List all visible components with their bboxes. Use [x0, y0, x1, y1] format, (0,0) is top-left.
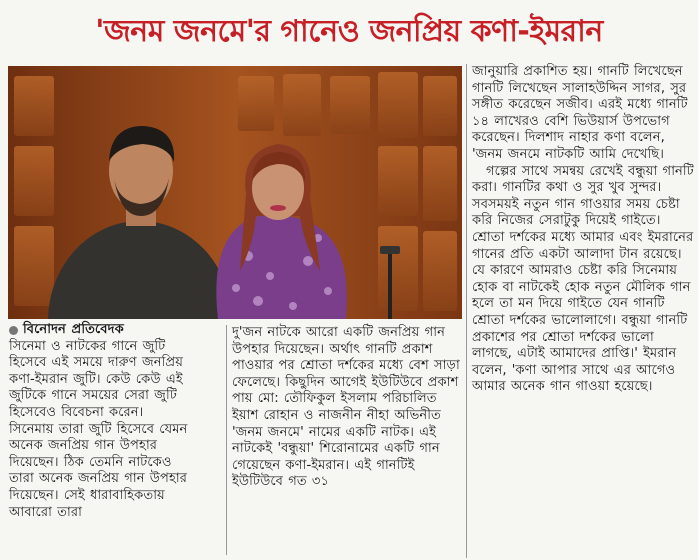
column-3-paragraph-2: গল্পের সাথে সমন্বয় রেখেই বন্ধুয়া গানটি করা। গানটির কথা ও সুর খুব সুন্দর। সবসময়ই নতুন গান গাওয়ার সময় চেষ্টা করি নিজের সেরাটুকু দিয়েই গাইতে। শ্রোতা দর্শকের মধ্যে আমার এবং ইমরানের গানের প্রতি একটা আলাদা টান রয়েছে। যে কারণে আমরাও চেষ্টা করি সিনেমায় হোক বা নাটকেই হোক নতুন মৌলিক গান হলে তা মন দিয়ে গাইতে যেন গানটি শ্রোতা দর্শকের ভালোলাগে। বন্ধুয়া গানটি প্রকাশের পর শ্রোতা দর্শকের ভালো লাগছে, এটাই আমাদের প্রাপ্তি।' ইমরান বলেন, 'কণা আপার সাথে এর আগেও আমার অনেক গান গাওয়া হয়েছে। — [472, 163, 694, 395]
column-3-paragraph-1: জানুয়ারি প্রকাশিত হয়। গানটি লিখেছেন গানটি লিখেছেন সালাহউদ্দিন সাগর, সুর সঙ্গীত করেছেন সজীব। এরই মধ্যে গানটি ১৪ লাখেরও বেশি ভিউয়ার্স উপভোগ করেছেন। দিলশাদ নাহার কণা বলেন, 'জনম জনমে নাটকটি আমি দেখেছি। — [472, 64, 688, 162]
byline: বিনোদন প্রতিবেদক — [23, 322, 124, 337]
article-photo — [8, 66, 462, 319]
column-divider-right — [466, 64, 467, 558]
article-column-3 — [472, 64, 694, 396]
byline-row — [9, 322, 189, 339]
article-column-2 — [232, 325, 464, 491]
bullet-icon — [9, 326, 18, 335]
column-divider-bottom — [226, 325, 227, 555]
headline: 'জনম জনমে'র গানেও জনপ্রিয় কণা-ইমরান — [95, 14, 603, 49]
photo-illustration — [8, 66, 462, 319]
article-column-1 — [9, 322, 189, 521]
column-2-text: দু'জন নাটকে আরো একটি জনপ্রিয় গান উপহার দিয়েছেন। অর্থাৎ গানটি প্রকাশ পাওয়ার পর শ্রোতা দর্শকের মধ্যে বেশ সাড়া ফেলেছে। কিছুদিন আগেই ইউটিউবে প্রকাশ পায় মো: তৌফিকুল ইসলাম পরিচালিত ইয়াশ রোহান ও নাজনীন নীহা অভিনীত 'জনম জনমে' নামের একটি নাটক। এই নাটকেই 'বন্ধুয়া' শিরোনামের একটি গান গেয়েছেন কণা-ইমরান। এই গানটিই ইউটিউবে গত ৩১ — [232, 325, 460, 490]
column-1-text: সিনেমা ও নাটকের গানে জুটি হিসেবে এই সময়ে দারুণ জনপ্রিয় কণা-ইমরান জুটি। কেউ কেউ এই জুটিকে গানে সময়ের সেরা জুটি হিসেবেও বিবেচনা করেন। সিনেমায় তারা জুটি হিসেবে যেমন অনেক জনপ্রিয় গান উপহার দিয়েছেন। ঠিক তেমনি নাটকেও তারা অনেক জনপ্রিয় গান উপহার দিয়েছেন। সেই ধারাবাহিকতায় আবারো তারা — [9, 338, 188, 520]
